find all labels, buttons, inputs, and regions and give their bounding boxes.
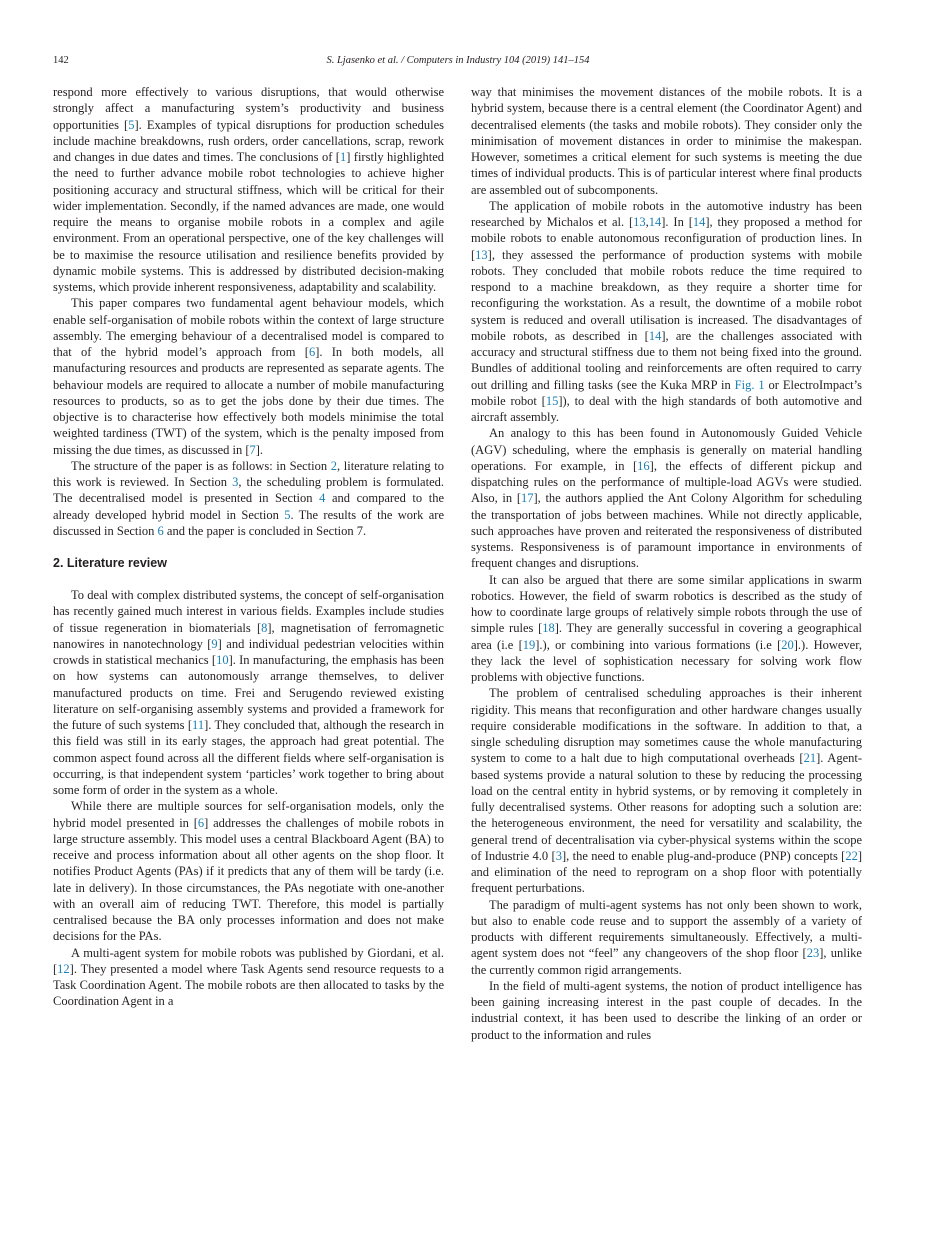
citation-link[interactable]: 14 xyxy=(692,215,706,229)
citation-link[interactable]: 5 xyxy=(284,507,291,522)
citation-link[interactable]: 12 xyxy=(57,961,70,976)
citation-link[interactable]: 21 xyxy=(803,751,817,766)
citation-link[interactable]: 16 xyxy=(637,458,650,473)
citation-link[interactable]: 23 xyxy=(806,946,820,961)
citation-link[interactable]: 9 xyxy=(211,636,218,651)
page-header xyxy=(53,55,863,71)
citation-link[interactable]: 1 xyxy=(339,150,347,164)
citation-link[interactable]: 15 xyxy=(545,393,559,408)
paragraph: This paper compares two fundamental agent behaviour models, which enable self-organisation of mobile robots within the context of large structure assembly. The emerging behaviour of a decentralised model is compared to that of the hybrid model’s approach from [6]. In both models, all manufacturing resources and products are represented as separate agents. The behaviour models are required to allocate a number of mobile manufacturing resources to products, so as to get the jobs done by their due times. The objective is to characterise how effectively both models minimise the total weighted tardiness (TWT) of the system, which is the penalty imposed from missing the due times, as discussed in [7]. xyxy=(53,296,444,457)
paragraph: The paradigm of multi-agent systems has not only been shown to work, but also to enable code reuse and to support the assembly of a variety of products with different requirements simultaneously. Effectively, a multi-agent system does not “feel” any changeovers of the shop floor [23], unlike the currently common rigid arrangements. xyxy=(471,897,862,977)
citation-link[interactable]: 18 xyxy=(542,621,555,636)
citation-link[interactable]: 3 xyxy=(232,475,239,489)
citation-link[interactable]: 6 xyxy=(308,345,316,359)
section-heading: 2. Literature review xyxy=(53,556,167,570)
citation-link[interactable]: 13 xyxy=(475,247,488,262)
citation-link[interactable]: 3 xyxy=(555,848,562,863)
right-column xyxy=(471,84,862,1043)
citation-link[interactable]: 14 xyxy=(648,215,662,229)
citation-link[interactable]: 6 xyxy=(197,815,205,830)
paragraph: To deal with complex distributed systems, the concept of self-organisation has recently gained much interest in various fields. Examples include studies of tissue regeneration in biomaterials [8], magnetisation of ferromagnetic nanowires in nanotechnology [9] and individual pedestrian velocities within crowds in statistical mechanics [10]. In manufacturing, the emphasis has been on how systems can autonomously arrange themselves, to deliver manufactured products on time. Frei and Serugendo reviewed existing literature on self-organising assembly systems and provided a framework for the future of such systems [11]. They concluded that, although the research in this field was still in its early stages, the approach had great potential. The common aspect found across all the different fields where self-organisation is occurring, is that independent system ‘particles’ work together to bring about some form of order in the system as a whole. xyxy=(53,588,445,797)
paragraph: way that minimises the movement distances of the mobile robots. It is a hybrid system, because there is a central element (the Coordinator Agent) and decentralised elements (the tasks and mobile robots). They consider only the minimisation of movement distances in order to minimise the makespan. However, sometimes a critical element for such systems is meeting the due times of individual products. This is of particular interest where final products are assembled out of subcomponents. xyxy=(471,85,862,197)
left-column xyxy=(53,84,444,1010)
paragraph: respond more effectively to various disruptions, that would otherwise strongly affect a manufacturing system’s productivity and business opportunities [5]. Examples of typical disruptions for production schedules include machine breakdowns, rush orders, order cancellations, scrap, rework and changes in due dates and times. The conclusions of [1] firstly highlighted the need to further advance mobile robot technologies to achieve higher positioning accuracy and structural stiffness, which will be critical for their wider implementation. Secondly, if the named advances are made, one would require the means to organise mobile robots in a complex and agile environment. From an operational perspective, one of the key challenges will be to maximise the resource utilisation and resilience benefits provided by dynamic mobile systems. This is addressed by distributed decision-making systems, which provide inherent responsiveness, adaptability and scalability. xyxy=(53,85,444,294)
citation-link[interactable]: 11 xyxy=(192,718,205,732)
citation-link[interactable]: 19 xyxy=(522,637,536,652)
paragraph: It can also be argued that there are some similar applications in swarm robotics. However, the field of swarm robotics is described as the study of how to coordinate large groups of relatively simple robots through the use of simple rules [18]. They are generally successful in covering a geographical area (i.e [19].), or combining into various formations (i.e [20].). However, they lack the level of sophistication necessary for solving work flow problems with objective functions. xyxy=(471,572,863,684)
citation-link[interactable]: 4 xyxy=(319,491,326,506)
paragraph: A multi-agent system for mobile robots was published by Giordani, et al. [12]. They presented a model where Task Agents send resource requests to a Task Coordination Agent. The mobile robots are then allocated to tasks by the Coordination Agent in a xyxy=(53,945,444,1009)
citation-link[interactable]: 6 xyxy=(157,523,164,538)
paragraph: The structure of the paper is as follows: in Section 2, literature relating to this work is reviewed. In Section 3, the scheduling problem is formulated. The decentralised model is presented in Section 4 and compared to the already developed hybrid model in Section 5. The results of the work are discussed in Section 6 and the paper is concluded in Section 7. xyxy=(53,458,444,538)
citation-link[interactable]: 7 xyxy=(249,442,256,457)
page-number: 142 xyxy=(53,55,69,66)
citation-link[interactable]: 14 xyxy=(648,328,662,343)
citation-link[interactable]: 22 xyxy=(845,848,858,863)
citation-link[interactable]: 17 xyxy=(520,491,534,506)
paragraph: The problem of centralised scheduling approaches is their inherent rigidity. This means that reconfiguration and other hardware changes usually require considerable modifications in the software. In addition to that, a single scheduling disruption may sometimes cause the whole manufacturing system to come to a halt due to high computational overheads [21]. Agent-based systems provide a natural solution to these by reducing the processing load on the central entity in hybrid systems, or by removing it completely in fully decentralised systems. Other reasons for adopting such a solution are: the heterogeneous environment, the need for versatility and scalability, the general trend of decentralisation via cyber-physical systems within the scope of Industrie 4.0 [3], the need to enable plug-and-produce (PNP) concepts [22] and elimination of the need to reprogram on a shop floor with potentially frequent perturbations. xyxy=(471,686,862,896)
citation-link[interactable]: 8 xyxy=(261,620,268,635)
running-title: S. Ljasenko et al. / Computers in Industry 104 (2019) 141–154 xyxy=(326,55,590,66)
citation-link[interactable]: Fig. 1 xyxy=(734,377,765,392)
paragraph: The application of mobile robots in the automotive industry has been researched by Michalos et al. [13,14]. In [14], they proposed a method for mobile robots to enable autonomous reconfiguration of production lines. In [13], they assessed the performance of production systems with mobile robots. They concluded that mobile robots reduce the time required to respond to a machine breakdown, as they require a shorter time for reconfiguring the workstation. As a result, the downtime of a mobile robot system is reduced and overall utilisation is increased. The disadvantages of mobile robots, as described in [14], are the challenges associated with accuracy and structural stiffness due to them not being fixed into the ground. Bundles of additional tooling and reinforcements are often required to carry out drilling and filling tasks (see the Kuka MRP in Fig. 1 or ElectroImpact’s mobile robot [15]), to deal with the high standards of both automotive and aircraft assembly. xyxy=(471,198,863,424)
citation-link[interactable]: 5 xyxy=(128,117,135,132)
citation-link[interactable]: 2 xyxy=(330,458,337,473)
paragraph: An analogy to this has been found in Autonomously Guided Vehicle (AGV) scheduling, where the emphasis is generally on material handling operations. For example, in [16], the effects of different pickup and dispatching rules on the performance of multiple-load AGVs were studied. Also, in [17], the authors applied the Ant Colony Algorithm for scheduling the transportation of jobs between machines. While not directly applicable, such approaches have proven and reiterated the responsiveness of distributed systems. Responsiveness is of paramount importance in environments of frequent changes and disruptions. xyxy=(471,426,862,571)
citation-link[interactable]: 10 xyxy=(216,653,229,667)
citation-link[interactable]: 13 xyxy=(633,215,646,229)
citation-link[interactable]: 20 xyxy=(781,637,794,652)
paragraph: While there are multiple sources for self-organisation models, only the hybrid model presented in [6] addresses the challenges of mobile robots in large structure assembly. This model uses a central Blackboard Agent (BA) to receive and process information about all other agents on the shop floor. It notifies Product Agents (PAs) if it predicts that any of them will be tardy (i.e. late in delivery). In those circumstances, the PAs negotiate with one-another with an overall aim of reducing TWT. Therefore, this model is partially centralised because the BA only processes information and does not make decisions for the PAs. xyxy=(53,799,444,944)
paragraph: In the field of multi-agent systems, the notion of product intelligence has been gaining increasing interest in the past couple of decades. In the industrial context, it has been used to describe the linking of an order or product to the information and rules xyxy=(471,978,862,1042)
